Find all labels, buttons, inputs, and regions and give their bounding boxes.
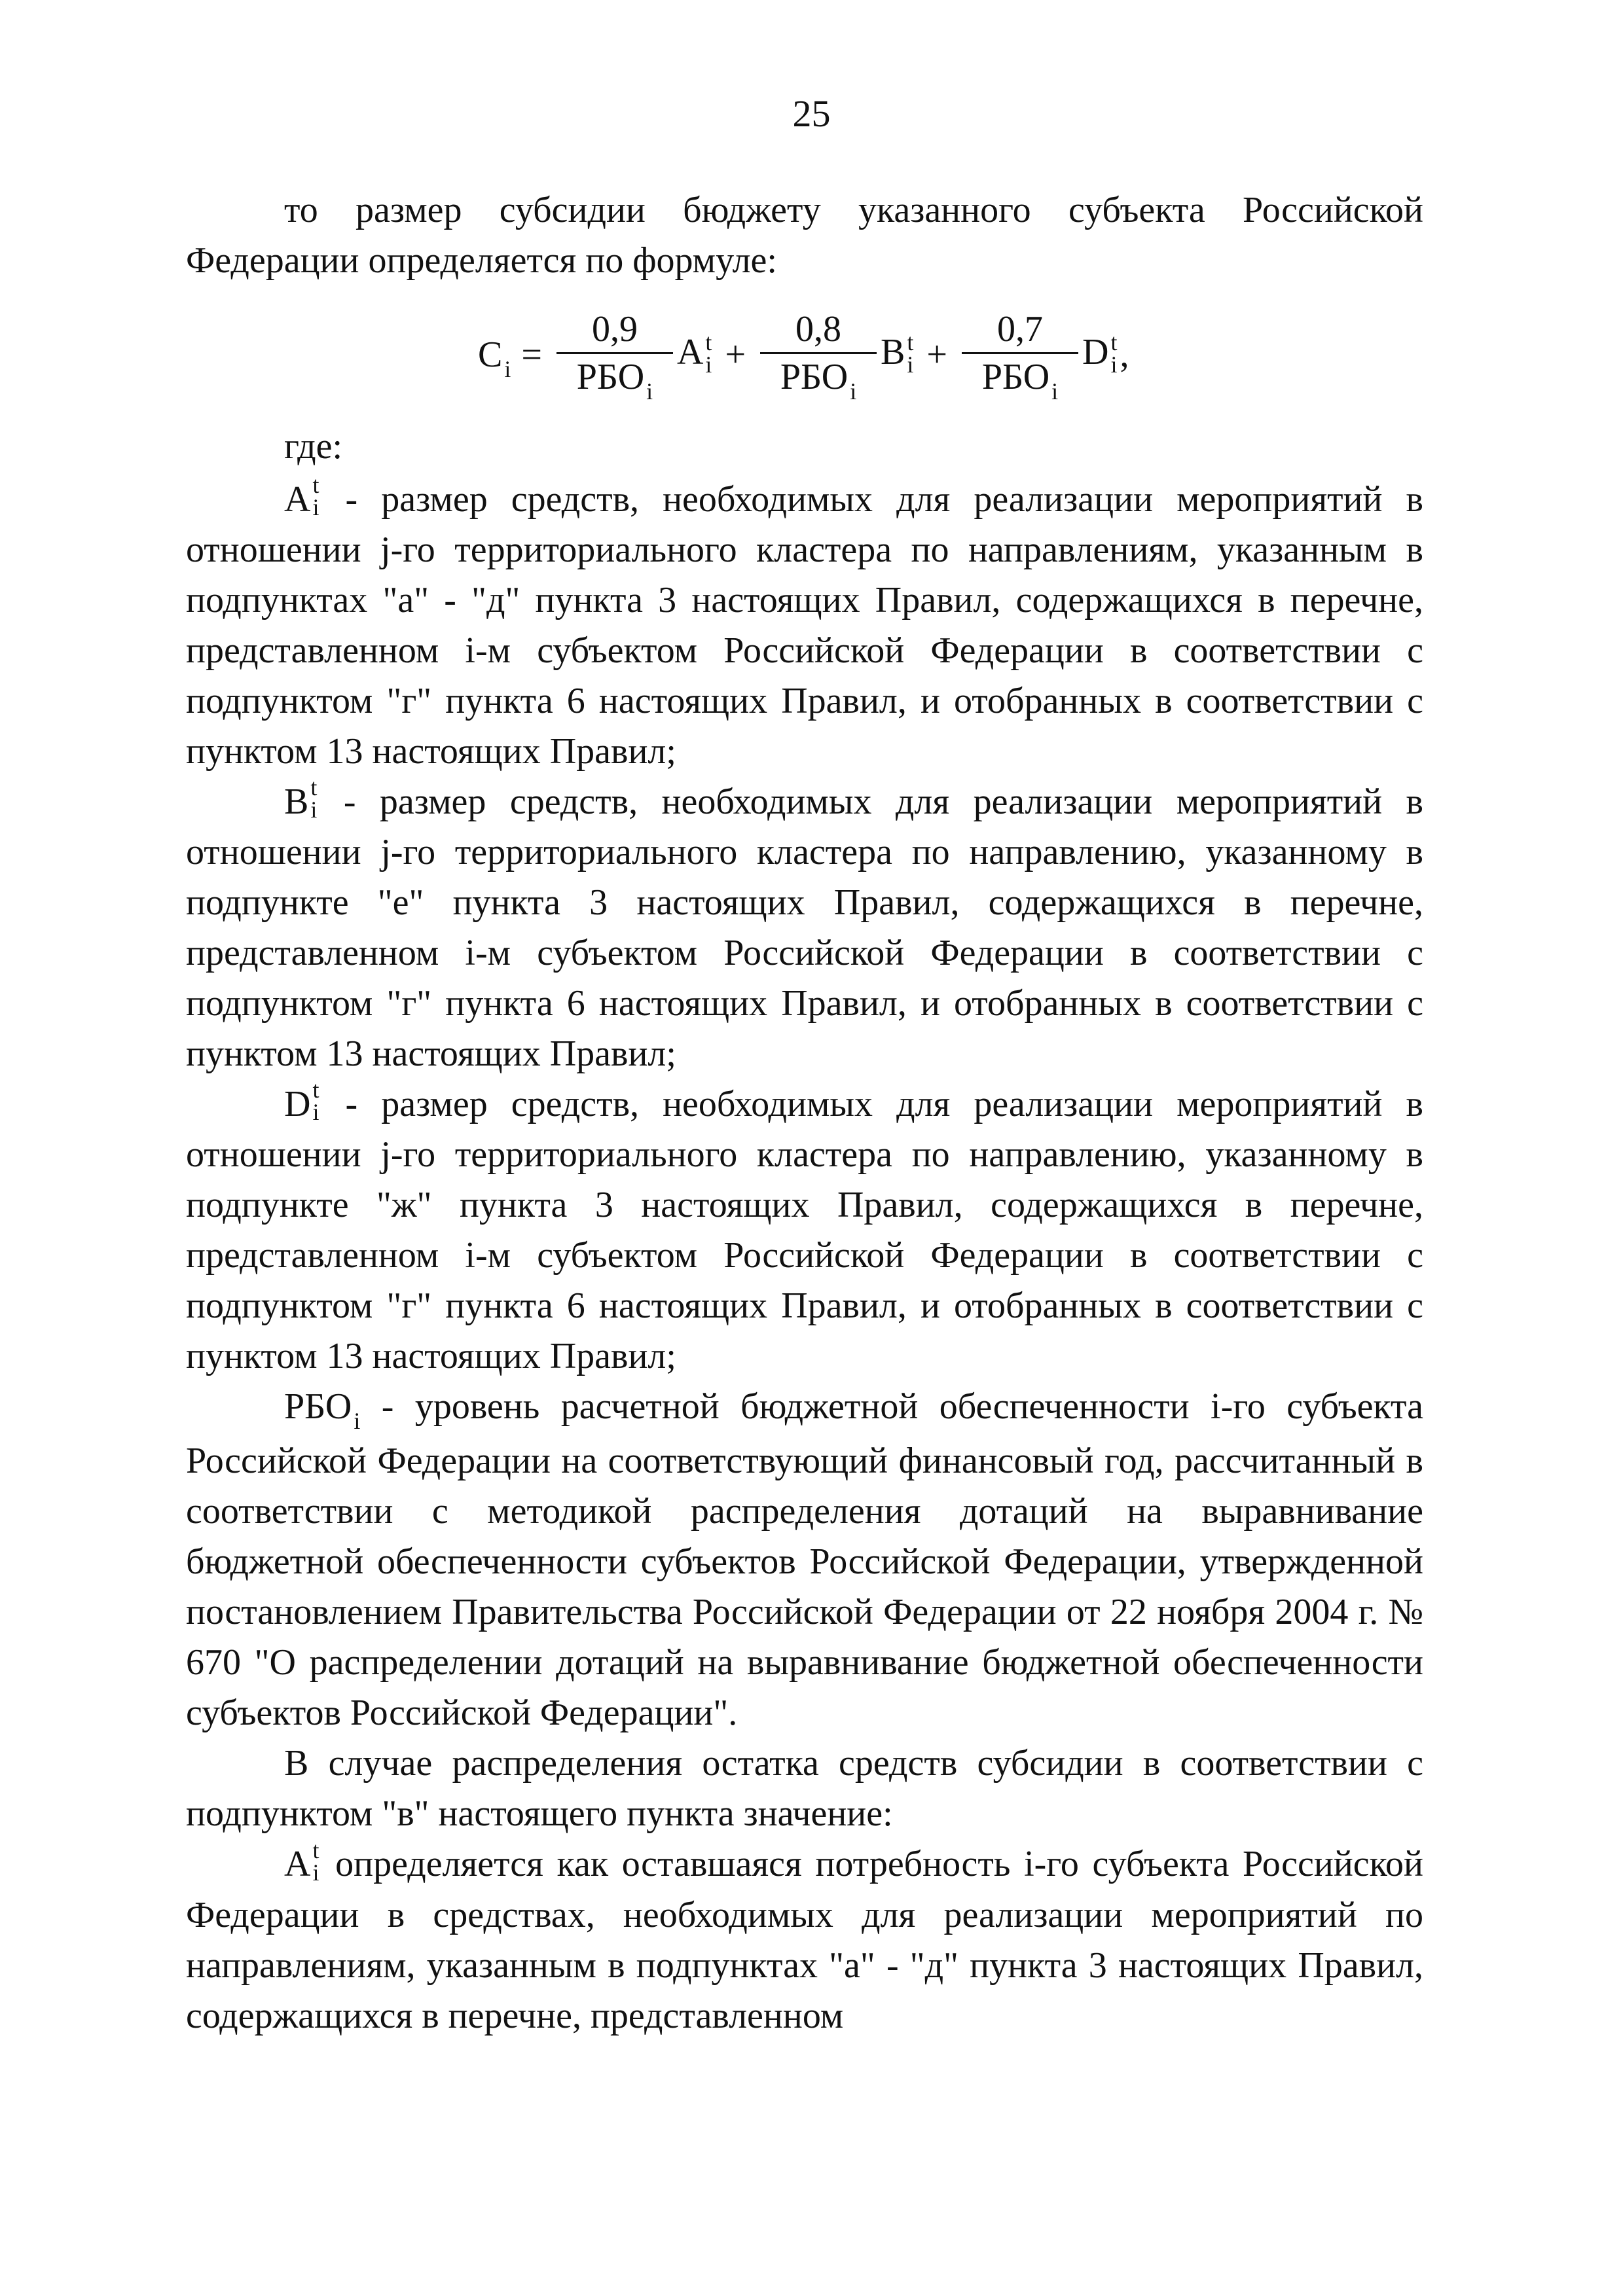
remainder-paragraph: В случае распределения остатка средств субсидии в соответствии с подпунктом "в" настоящего пункта значение:	[186, 1743, 1423, 1835]
subsidy-formula	[478, 296, 1129, 414]
definition-d: D t i - размер средств, необходимых для реализации мероприятий в отношении j-го территориального кластера по направлению, указанному в подпункте "ж" пункта 3 настоящих Правил, содержащихся в перечне, представленном i-м субъектом Российской Федерации в соответствии с подпунктом "г" пункта 6 настоящих Правил, и отобранных в соответствии с пунктом 13 настоящих Правил;	[186, 1077, 1423, 1377]
page-number: 25	[792, 92, 831, 135]
final-definition-a: A t i определяется как оставшаяся потребность i-го субъекта Российской Федерации в средствах, необходимых для реализации мероприятий по направлениям, указанным в подпунктах "а" - "д" пункта 3 настоящих Правил, содержащихся в перечне, представленном	[186, 1837, 1423, 2036]
definition-a-symbol: A t i	[284, 472, 319, 521]
formula-plus: +	[926, 334, 947, 375]
formula-plus: +	[725, 334, 746, 375]
definition-b-symbol: B t i	[284, 774, 318, 823]
definition-rbo-symbol: $РБО_i$	[284, 1386, 361, 1435]
definition-d-symbol: D t i	[284, 1077, 319, 1126]
definition-rbo: $РБО_i$ - уровень расчетной бюджетной обеспеченности i-го субъекта Российской Федерации на соответствующий финансовый год, рассчитанный в соответствии с методикой распределения дотаций на выравнивание бюджетной обеспеченности субъектов Российской Федерации, утвержденной постановлением Правительства Российской Федерации от 22 ноября 2004 г. № 670 "О распределении дотаций на выравнивание бюджетной обеспеченности субъектов Российской Федерации".	[186, 1382, 1423, 1738]
formula-fraction-a: $\frac{0,9}{РБО_i}$	[556, 308, 673, 403]
formula-fraction-b: $\frac{0,8}{РБО_i}$	[760, 308, 877, 403]
intro-block	[186, 185, 1423, 286]
formula-lhs: $C_i$	[478, 334, 511, 382]
formula-var-b: B t i	[881, 329, 914, 378]
formula-var-a: A t i	[676, 329, 712, 378]
formula-equals: =	[521, 334, 542, 375]
formula-end: ,	[1120, 334, 1129, 375]
final-definition-a-symbol: A t i	[284, 1837, 319, 1886]
definition-b: B t i - размер средств, необходимых для реализации мероприятий в отношении j-го территориального кластера по направлению, указанному в подпункте "е" пункта 3 настоящих Правил, содержащихся в перечне, представленном i-м субъектом Российской Федерации в соответствии с подпунктом "г" пункта 6 настоящих Правил, и отобранных в соответствии с пунктом 13 настоящих Правил;	[186, 774, 1423, 1075]
definition-a: A t i - размер средств, необходимых для реализации мероприятий в отношении j-го территориального кластера по направлениям, указанным в подпунктах "а" - "д" пункта 3 настоящих Правил, содержащихся в перечне, представленном i-м субъектом Российской Федерации в соответствии с подпунктом "г" пункта 6 настоящих Правил, и отобранных в соответствии с пунктом 13 настоящих Правил;	[186, 472, 1423, 772]
where-label: где:	[284, 426, 343, 467]
intro-paragraph: то размер субсидии бюджету указанного субъекта Российской Федерации определяется по формуле:	[186, 190, 1423, 281]
definitions-block	[186, 472, 1423, 2041]
formula-var-d: D t i	[1082, 329, 1118, 378]
formula-fraction-d: $\frac{0,7}{РБО_i}$	[962, 308, 1078, 403]
